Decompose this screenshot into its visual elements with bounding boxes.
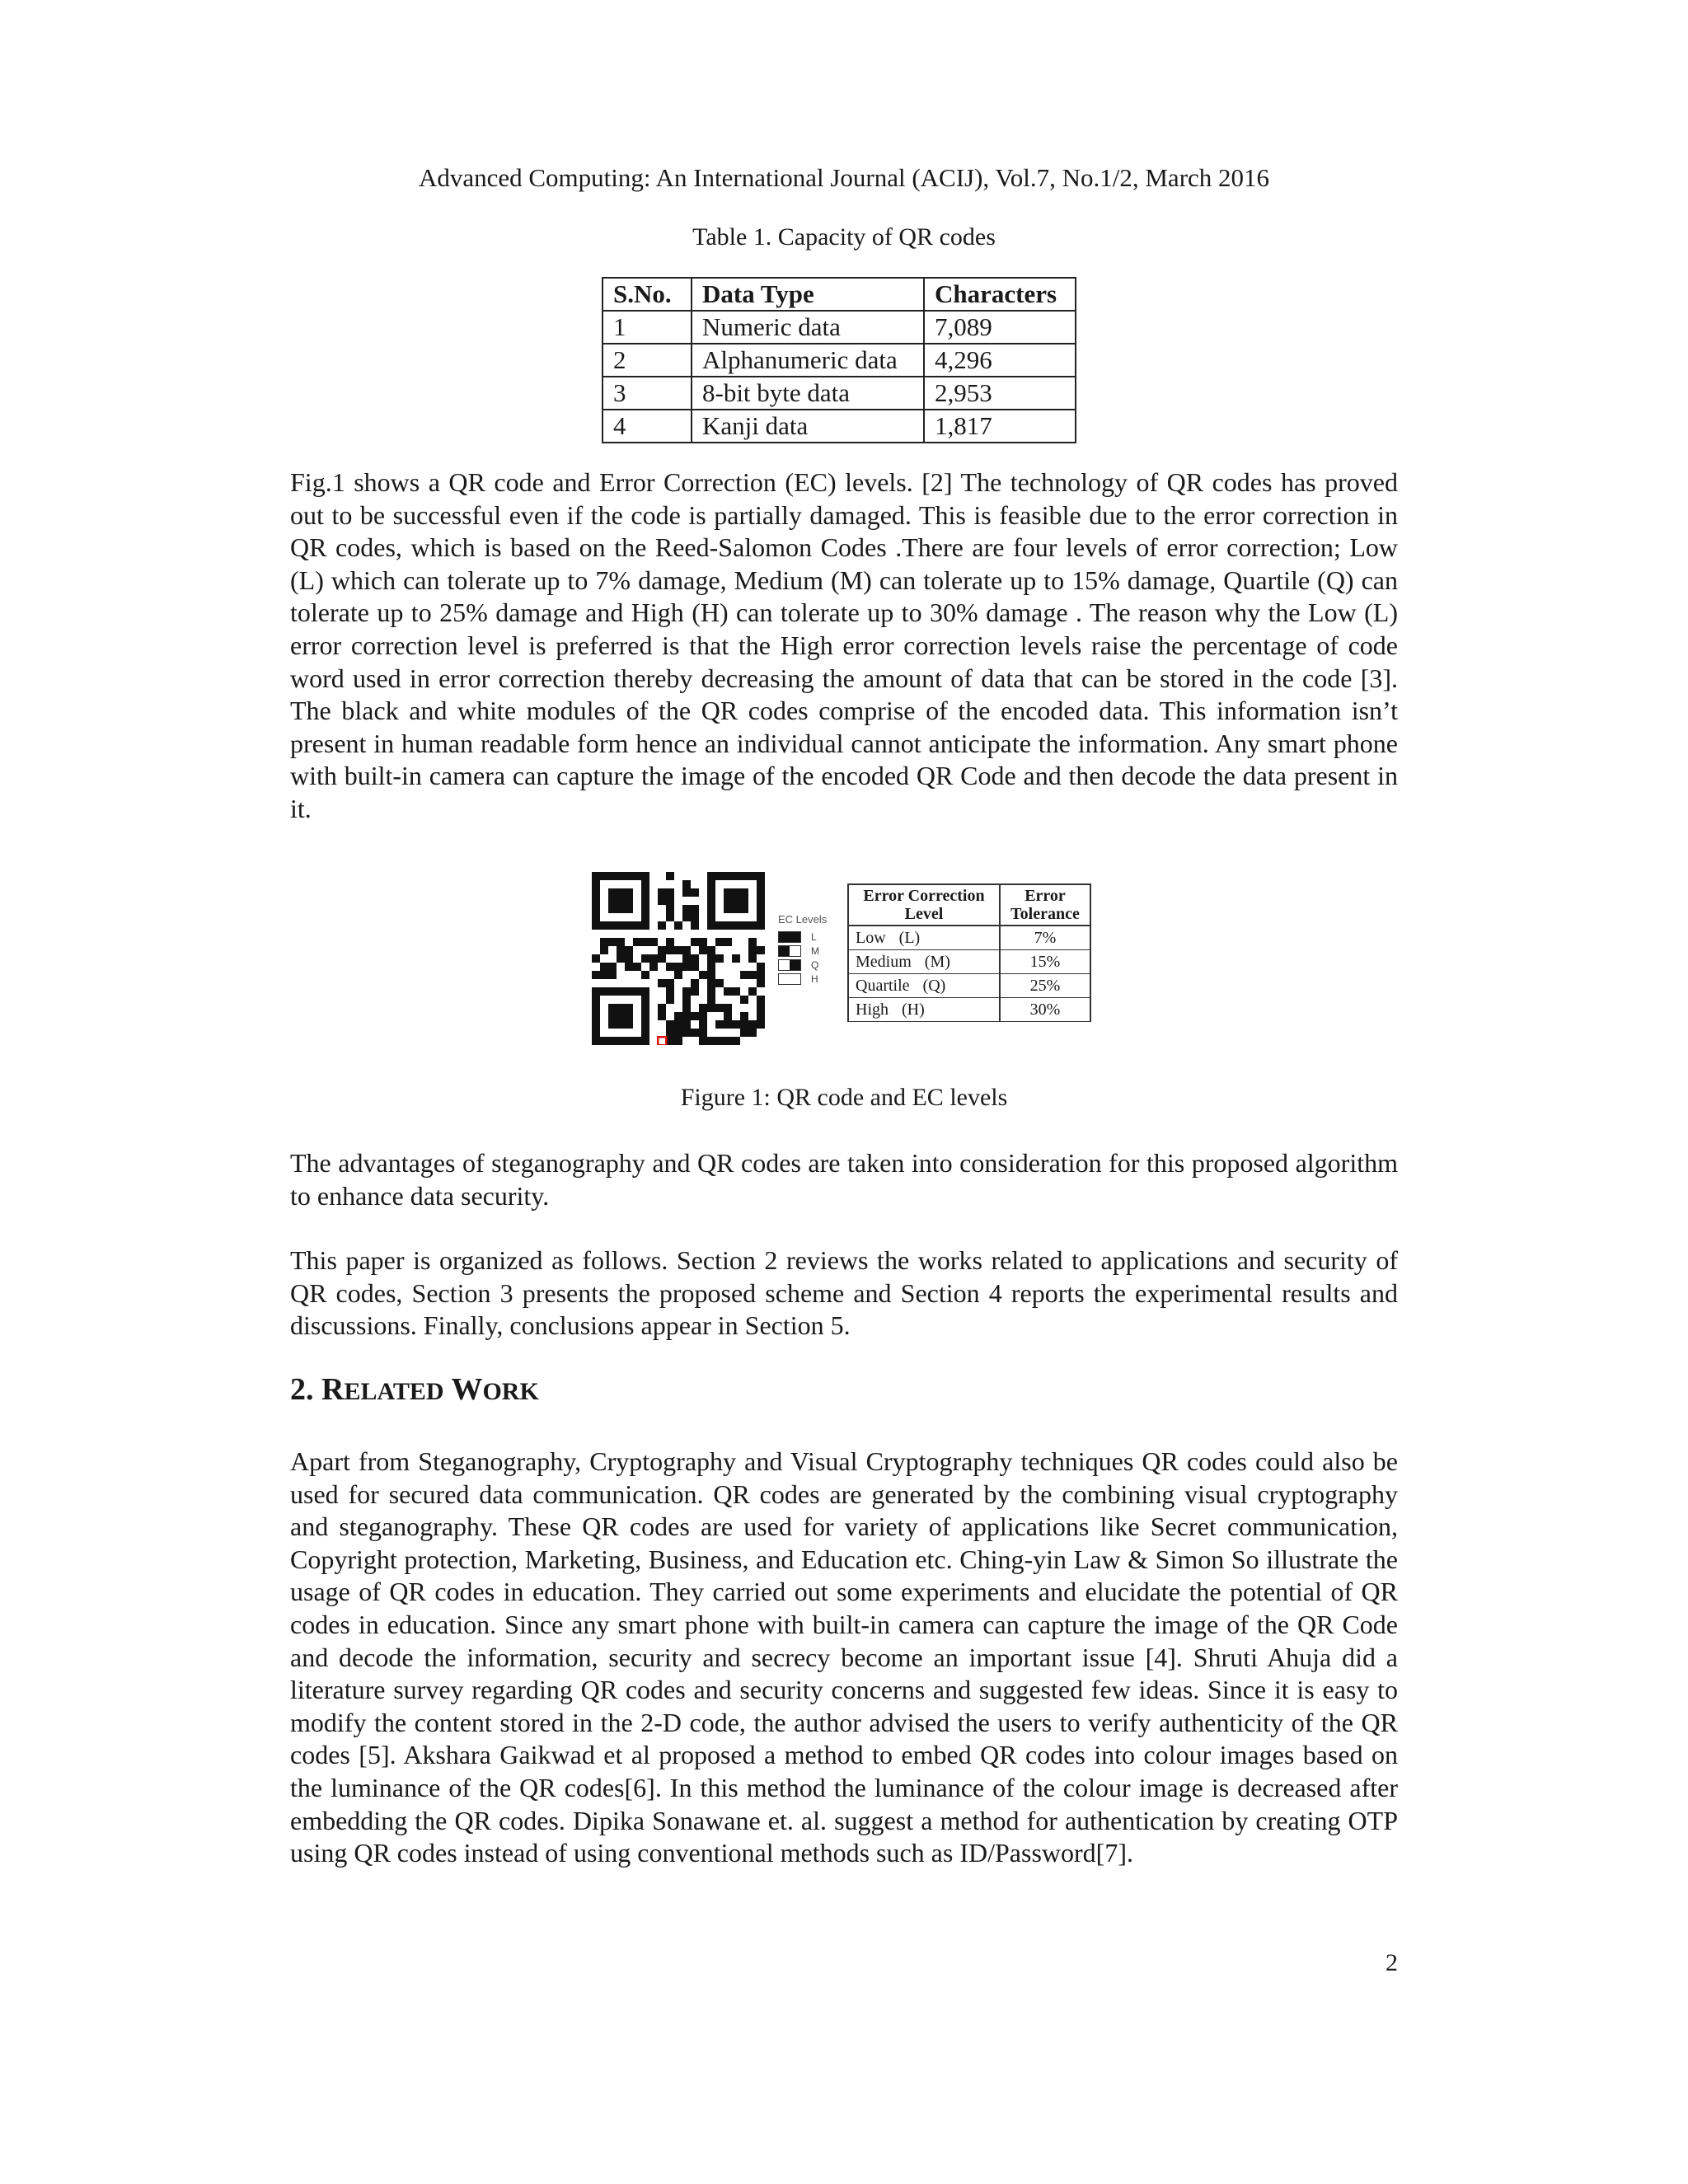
ec-level-abbr: (H) (902, 1001, 925, 1019)
column-header-ec-level: Error Correction Level (848, 884, 1000, 926)
table-row (848, 974, 1090, 998)
ec-legend-row (778, 930, 836, 943)
ec-level-name: High (856, 1001, 889, 1019)
figure-1-caption: Figure 1: QR code and EC levels (680, 1084, 1008, 1111)
ec-level-abbr: (Q) (922, 977, 946, 995)
ec-legend-row (778, 972, 836, 985)
column-header-sno: S.No. (603, 278, 692, 311)
ec-tolerance-cell: 25% (1000, 974, 1090, 998)
capacity-table (602, 277, 1076, 443)
body-paragraph: Fig.1 shows a QR code and Error Correction (EC) levels. [2] The technology of QR codes has proved out to be successful even if the code is partially damaged. This is feasible due to the error correction in QR codes, which is based on the Reed-Salomon Codes .There are four levels of error correction; Low (L) which can tolerate up to 7% damage, Medium (M) can tolerate up to 15% damage, Quartile (Q) can tolerate up to 25% damage and High (H) can tolerate up to 30% damage . The reason why the Low (L) error correction level is preferred is that the High error correction levels raise the percentage of code word used in error correction thereby decreasing the amount of data that can be stored in the code [3]. The black and white modules of the QR codes comprise of the encoded data. This information isn’t present in human readable form hence an individual cannot anticipate the information. Any smart phone with built-in camera can capture the image of the encoded QR Code and then decode the data present in it. (290, 467, 1398, 823)
table-header-row (848, 884, 1090, 926)
table-cell: 2,953 (924, 377, 1076, 410)
body-paragraph: The advantages of steganography and QR codes are taken into consideration for this proposed algorithm to enhance data security. (290, 1148, 1398, 1211)
ec-legend-letter: H (811, 972, 818, 985)
table-row (603, 410, 1076, 443)
table-cell: 7,089 (924, 311, 1076, 344)
table-cell: Alphanumeric data (692, 344, 924, 377)
ec-level-cell (848, 974, 1000, 998)
ec-level-swatch (778, 945, 801, 957)
section-number: 2. (290, 1372, 314, 1407)
section-title-initial: R (321, 1372, 345, 1407)
table-row (848, 926, 1090, 950)
ec-level-abbr: (M) (924, 953, 950, 971)
table-cell: 1,817 (924, 410, 1076, 443)
section-title-smallcaps: ELATED (344, 1378, 444, 1405)
table-cell: 2 (603, 344, 692, 377)
table-cell: 3 (603, 377, 692, 410)
section-title-initial: W (451, 1372, 483, 1407)
table-row (603, 344, 1076, 377)
ec-level-swatch (778, 973, 801, 985)
table-row (603, 311, 1076, 344)
ec-legend-letter: L (811, 930, 817, 943)
qr-code-image (592, 872, 765, 1045)
section-heading (290, 1370, 539, 1412)
ec-level-name: Medium (856, 953, 912, 971)
ec-level-name: Low (856, 929, 886, 947)
ec-legend-title: EC Levels (778, 913, 828, 926)
body-paragraph: This paper is organized as follows. Section 2 reviews the works related to applications and security of QR codes, Section 3 presents the proposed scheme and Section 4 reports the experimental results and discussions. Finally, conclusions appear in Section 5. (290, 1245, 1398, 1341)
section-title-smallcaps: ORK (482, 1378, 539, 1405)
ec-tolerance-cell: 30% (1000, 998, 1090, 1022)
ec-level-cell (848, 998, 1000, 1022)
ec-level-swatch (778, 931, 801, 943)
ec-tolerance-cell: 7% (1000, 926, 1090, 950)
running-header: Advanced Computing: An International Journal (ACIJ), Vol.7, No.1/2, March 2016 (418, 163, 1270, 192)
ec-legend-row (778, 958, 836, 971)
table-cell: Numeric data (692, 311, 924, 344)
ec-level-cell (848, 950, 1000, 974)
table-cell: 4 (603, 410, 692, 443)
ec-legend-row (778, 944, 836, 957)
page-number: 2 (1386, 1949, 1398, 1976)
table-cell: Kanji data (692, 410, 924, 443)
column-header-error-tolerance: Error Tolerance (1000, 884, 1090, 926)
ec-level-abbr: (L) (898, 929, 921, 947)
table-row (848, 998, 1090, 1022)
body-paragraph: Apart from Steganography, Cryptography and Visual Cryptography techniques QR codes could also be used for secured data communication. QR codes are generated by the combining visual cryptography and steganography. These QR codes are used for variety of applications like Secret communication, Copyright protection, Marketing, Business, and Education etc. Ching-yin Law & Simon So illustrate the usage of QR codes in education. They carried out some experiments and elucidate the potential of QR codes in education. Since any smart phone with built-in camera can capture the image of the QR Code and decode the information, security and secrecy become an important issue [4]. Shruti Ahuja did a literature survey regarding QR codes and security concerns and suggested few ideas. Since it is easy to modify the content stored in the 2-D code, the author advised the users to verify authenticity of the QR codes [5]. Akshara Gaikwad et al proposed a method to embed QR codes into colour images based on the luminance of the QR codes[6]. In this method the luminance of the colour image is decreased after embedding the QR codes. Dipika Sonawane et. al. suggest a method for authentication by creating OTP using QR codes instead of using conventional methods such as ID/Password[7]. (290, 1446, 1398, 1868)
column-header-characters: Characters (924, 278, 1076, 311)
table-cell: 8-bit byte data (692, 377, 924, 410)
ec-level-name: Quartile (856, 977, 910, 995)
table-row (848, 950, 1090, 974)
table-1-caption: Table 1. Capacity of QR codes (692, 223, 996, 251)
ec-legend-letter: Q (811, 958, 819, 971)
ec-level-swatch (778, 959, 801, 971)
table-row (603, 377, 1076, 410)
figure-1 (592, 872, 1103, 1045)
table-cell: 4,296 (924, 344, 1076, 377)
table-cell: 1 (603, 311, 692, 344)
table-header-row (603, 278, 1076, 311)
ec-levels-table (847, 883, 1091, 1022)
ec-level-cell (848, 926, 1000, 950)
ec-tolerance-cell: 15% (1000, 950, 1090, 974)
ec-levels-legend (778, 913, 836, 987)
column-header-data-type: Data Type (692, 278, 924, 311)
ec-legend-letter: M (811, 944, 819, 957)
